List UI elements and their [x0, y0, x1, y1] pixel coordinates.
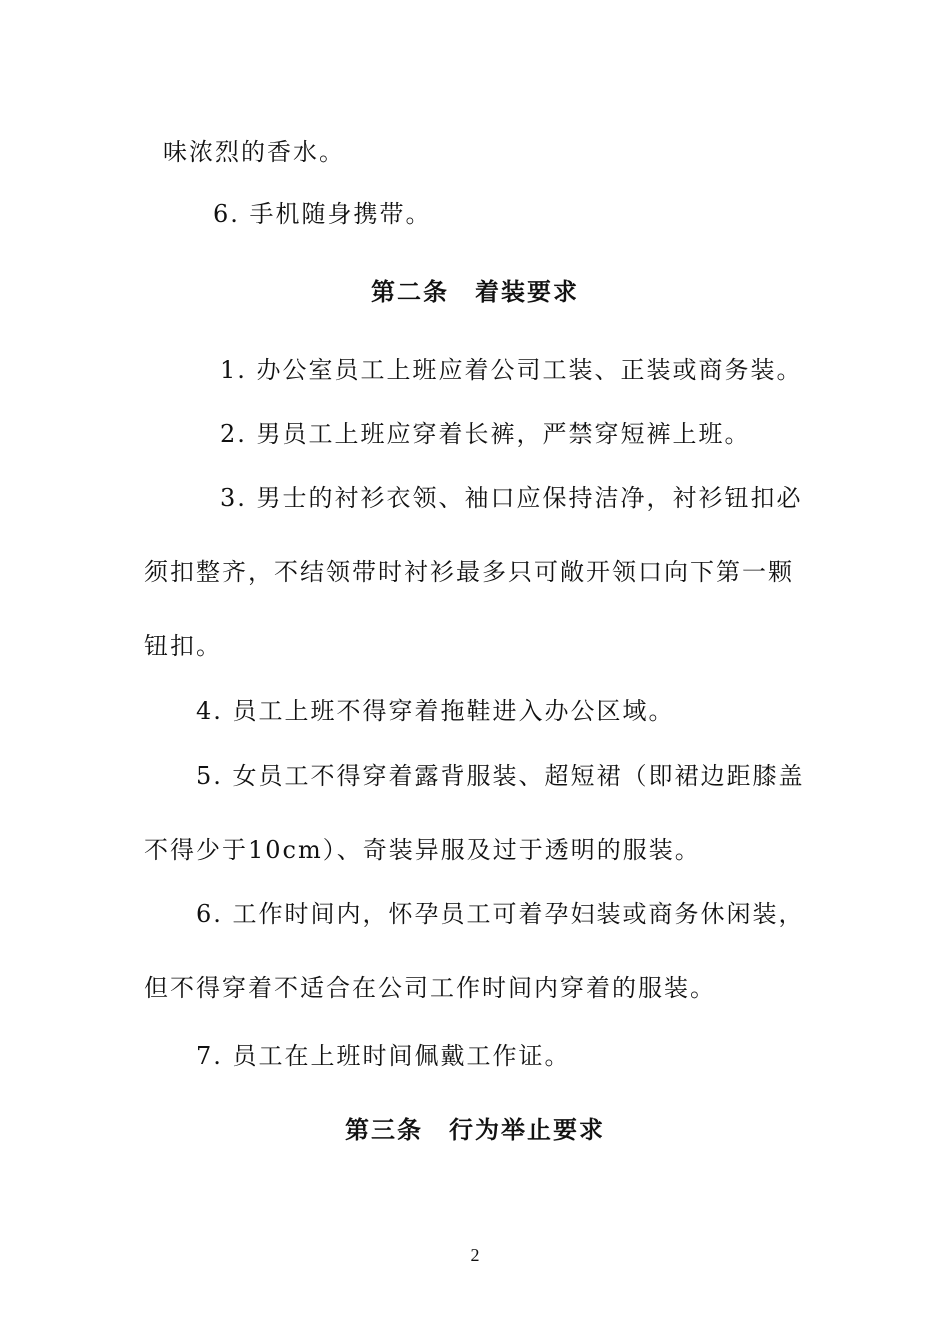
paragraph-line: 3. 男士的衬衫衣领、袖口应保持洁净，衬衫钮扣必 [220, 484, 803, 512]
paragraph-line: 须扣整齐，不结领带时衬衫最多只可敞开领口向下第一颗 [144, 558, 794, 586]
paragraph-line: 6. 工作时间内，怀孕员工可着孕妇装或商务休闲装， [196, 900, 805, 928]
paragraph-line: 但不得穿着不适合在公司工作时间内穿着的服装。 [144, 974, 716, 1002]
paragraph-line: 不得少于10cm）、奇装异服及过于透明的服装。 [144, 836, 701, 864]
paragraph-line: 2. 男员工上班应穿着长裤，严禁穿短裤上班。 [220, 420, 751, 448]
paragraph-line: 6. 手机随身携带。 [213, 200, 432, 228]
page-number: 2 [470, 1245, 480, 1265]
paragraph-line: 钮扣。 [144, 632, 222, 660]
paragraph-line: 4. 员工上班不得穿着拖鞋进入办公区域。 [196, 697, 675, 725]
section-heading-attire: 第二条 着装要求 [371, 277, 579, 306]
paragraph-line: 味浓烈的香水。 [163, 138, 345, 166]
paragraph-line: 5. 女员工不得穿着露背服装、超短裙（即裙边距膝盖 [196, 762, 805, 790]
paragraph-line: 7. 员工在上班时间佩戴工作证。 [196, 1042, 571, 1070]
paragraph-line: 1. 办公室员工上班应着公司工装、正装或商务装。 [220, 356, 803, 384]
section-heading-conduct: 第三条 行为举止要求 [345, 1115, 605, 1144]
